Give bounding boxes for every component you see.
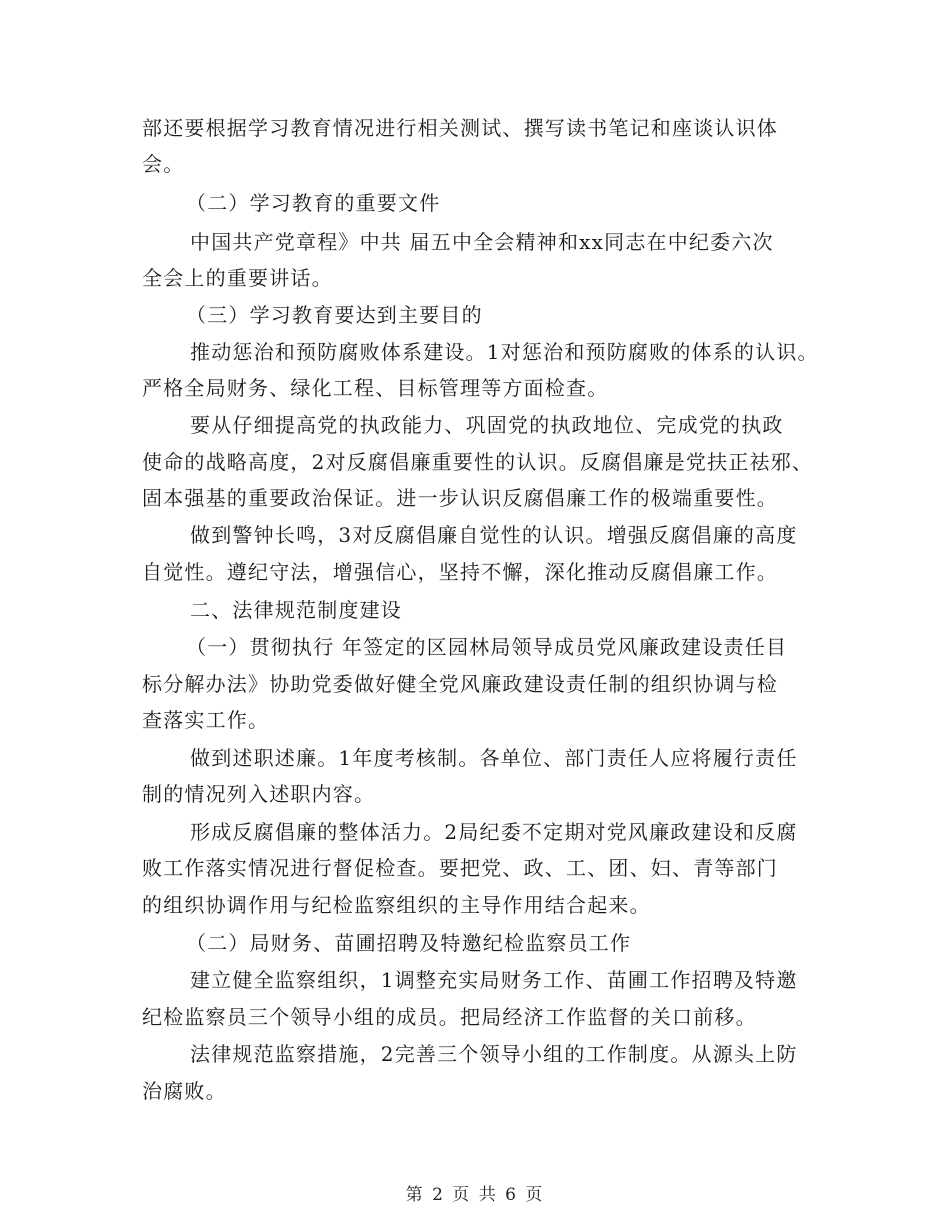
body-line: 部还要根据学习教育情况进行相关测试、撰写读书笔记和座谈认识体 <box>142 116 778 140</box>
body-line: 做到述职述廉。1年度考核制。各单位、部门责任人应将履行责任 <box>190 746 798 770</box>
section-heading: （一）贯彻执行 年签定的区园林局领导成员党风廉政建设责任目 <box>186 635 788 659</box>
body-line: 纪检监察员三个领导小组的成员。把局经济工作监督的关口前移。 <box>142 1005 757 1029</box>
body-line: 要从仔细提高党的执政能力、巩固党的执政地位、完成党的执政 <box>190 413 784 437</box>
body-line: 的组织协调作用与纪检监察组织的主导作用结合起来。 <box>142 893 651 917</box>
body-line: 自觉性。遵纪守法，增强信心，坚持不懈，深化推动反腐倡廉工作。 <box>142 560 778 584</box>
body-line: 推动惩治和预防腐败体系建设。1对惩治和预防腐败的体系的认识。 <box>190 340 819 364</box>
body-line: 严格全局财务、绿化工程、目标管理等方面检查。 <box>142 376 609 400</box>
section-heading: （三）学习教育要达到主要目的 <box>186 303 483 327</box>
body-line: 制的情况列入述职内容。 <box>142 782 376 806</box>
body-line: 会。 <box>142 152 185 176</box>
body-line: 法律规范监察措施，2完善三个领导小组的工作制度。从源头上防 <box>190 1042 798 1066</box>
body-line: 标分解办法》协助党委做好健全党风廉政建设责任制的组织协调与检 <box>142 672 778 696</box>
body-line: 查落实工作。 <box>142 708 270 732</box>
body-line: 全会上的重要讲话。 <box>142 266 333 290</box>
body-line: 中国共产党章程》中共 届五中全会精神和xx同志在中纪委六次 <box>190 230 774 254</box>
body-line: 治腐败。 <box>142 1079 227 1103</box>
page-indicator: 第 2 页 共 6 页 <box>405 1185 545 1205</box>
body-line: 建立健全监察组织，1调整充实局财务工作、苗圃工作招聘及特邀 <box>190 968 798 992</box>
body-line: 形成反腐倡廉的整体活力。2局纪委不定期对党风廉政建设和反腐 <box>190 820 798 844</box>
body-line: 做到警钟长鸣，3对反腐倡廉自觉性的认识。增强反腐倡廉的高度 <box>190 523 798 547</box>
body-line: 固本强基的重要政治保证。进一步认识反腐倡廉工作的极端重要性。 <box>142 486 778 510</box>
section-heading: （二）局财务、苗圃招聘及特邀纪检监察员工作 <box>186 931 632 955</box>
section-heading: 二、法律规范制度建设 <box>190 598 402 622</box>
body-line: 败工作落实情况进行督促检查。要把党、政、工、团、妇、青等部门 <box>142 856 778 880</box>
section-heading: （二）学习教育的重要文件 <box>186 191 441 215</box>
body-line: 使命的战略高度，2对反腐倡廉重要性的认识。反腐倡廉是党扶正祛邪、 <box>142 450 814 474</box>
